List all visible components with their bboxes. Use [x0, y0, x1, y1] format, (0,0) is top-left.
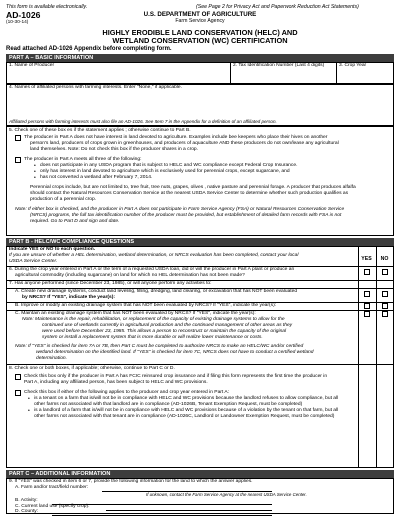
item5-option-a-checkbox[interactable] — [15, 135, 21, 141]
yes-column-header: YES — [361, 256, 372, 262]
item5-option-a-line1: The producer in Part A does not have interest in land devoted to agriculture. Examples include bee keepers who place their hives on another — [24, 135, 328, 140]
form-id: AD-1026 — [6, 10, 41, 20]
item5-option-b-bullet1: does not participate in any USDA program that is subject to HELC and WC compliance except Federal Crop Insurance. — [40, 163, 298, 168]
question7c-note-line4: system or install a replacement system that is more durable or will realize lower maintenance or costs. — [42, 335, 263, 340]
producer-name-label: 1. Name of Producer — [9, 63, 55, 68]
affiliated-persons-label: 4. Names of affiliated persons with farming interests. Enter "None," if applicable. — [9, 85, 183, 90]
agency-name: Farm Service Agency — [175, 18, 225, 24]
question6-line2: agricultural commodity (including sugarcane) on land for which no HEL determination has not been made? — [15, 273, 245, 278]
question7a-line2: by NRCS? If "YES", indicate the year(s): — [22, 295, 115, 300]
crop-year-label: 3. Crop Year — [339, 63, 367, 68]
question8b-bullet1-line1: is a tenant on a farm that is/will not be in compliance with HELC and WC provisions because the landlord refuses to allow compliance, but all — [34, 396, 339, 401]
perennial-crops-line3: production of a perennial crop. — [30, 197, 97, 202]
no-column-header: NO — [380, 256, 389, 262]
question8b-bullet2-line1: is a landlord of a farm that is/will not be in compliance with HELC and WC provisions because of a violation by the tenant on that farm, but all — [34, 408, 339, 413]
question7c-note-line2: continued use of wetlands currently in agricultural production and the continued management of other areas as they — [42, 323, 293, 328]
item5-option-a-line2: person's land, producers of crops grown in greenhouses, and producers of aquaculture AND these producers do not own/lease any agricultural — [30, 141, 339, 146]
question6-line1: 6. During the crop year entered in Part A or the term of a requested USDA loan, did or will the producer in Part A plant or produce an — [9, 267, 295, 272]
bullet-icon: • — [34, 175, 36, 181]
question7-label: 7. Has anyone performed (since December 23, 1985), or will anyone perform any activities to: — [9, 281, 212, 286]
farm-tract-label: A. Farm and/or tract/field number: — [15, 485, 89, 490]
question8b-bullet2-line2: other farms not associated with that tenant are in compliance (AD-1026C, Landlord or Landowner Exemption Request, must be completed) — [34, 414, 335, 419]
question7c-note-line1: Note: Maintenance is the repair, rehabilitation, or replacement of the capacity of existing drainage systems to allow for the — [22, 317, 285, 322]
item5-option-b-bullet2: only has interest in land devoted to agriculture which is exclusively used for perennial crops, except sugarcane, and — [40, 169, 290, 174]
question7c-no-checkbox[interactable] — [382, 311, 388, 317]
item5-option-a-line3: land themselves. Note: Do not check this box if the producer shares in a crop. — [30, 147, 198, 152]
question7c-note-line3: were used before December 23, 1985. This allows a person to reconstruct or maintain the capacity of the original — [42, 329, 287, 334]
question8-label: 8. Check one or both boxes, if applicable; otherwise, continue to Part C or D. — [9, 366, 175, 371]
item5-option-b-intro: The producer in Part A meets all three of the following: — [24, 157, 142, 162]
question7b-label: B. Improve or modify an existing drainage system that has NOT been evaluated by NRCS? If "YES", indicate the year(s): — [15, 303, 277, 308]
question8a-line1: Check this box only if the producer in Part A has FCIC reinsured crop insurance and if filing this form represents the first time the producer in — [24, 374, 328, 379]
question8b-checkbox[interactable] — [15, 390, 21, 396]
part-b-heading: PART B - HELC/WC COMPLIANCE QUESTIONS — [6, 238, 394, 246]
question7a-line1: A. Create new drainage systems, conduct land leveling, filling, dredging, land clearing, or excavation that has NOT been evaluated — [15, 289, 298, 294]
perennial-crops-line2: should contact the Natural Resources Conservation Service at the nearest USDA Service Center to determine whether such production qualifies as — [30, 191, 349, 196]
appendix-instruction: Read attached AD-1026 Appendix before completing form. — [6, 46, 172, 52]
question7a-yes-checkbox[interactable] — [364, 291, 370, 297]
question8a-checkbox[interactable] — [15, 374, 21, 380]
bullet-icon: • — [28, 408, 30, 414]
bullet-icon: • — [34, 163, 36, 169]
form-title-line1: HIGHLY ERODIBLE LAND CONSERVATION (HELC) AND — [102, 28, 298, 37]
question8b-bullet1-line2: other farms not associated with that landlord are in compliance (AD-1026B, Tenant Exemption Request, must be completed) — [34, 402, 303, 407]
item5-option-b-checkbox[interactable] — [15, 157, 21, 163]
part-b-unsure-line1: If you are unsure of whether a HEL determination, wetland determination, or NRCS evaluation has been completed, contact your local — [9, 253, 299, 258]
question7b-yes-checkbox[interactable] — [364, 303, 370, 309]
bullet-icon: • — [28, 396, 30, 402]
tax-id-label: 2. Tax Identification Number (Last 4 digits) — [233, 63, 325, 68]
part-a-note-line3: required. Go to Part D and sign and date. — [30, 219, 120, 224]
form-page — [6, 4, 394, 514]
question7-note-line2: wetland determination on the identified land. If "YES" is checked for item 7C, NRCS does not have to conduct a certified wetland — [36, 350, 314, 355]
county-input[interactable] — [52, 515, 272, 516]
question6-no-checkbox[interactable] — [382, 269, 388, 275]
part-a-heading: PART A – BASIC INFORMATION — [6, 54, 394, 62]
form-title-line2: WETLAND CONSERVATION (WC) CERTIFICATION — [112, 36, 288, 45]
question7-note-line1: Note: If "YES" is checked for item 7A or 7B, then Part C must be completed to authorize NRCS to make an HELC/WC and/or certified — [15, 344, 304, 349]
activity-label: B. Activity: — [15, 498, 38, 503]
question7a-no-checkbox[interactable] — [382, 291, 388, 297]
part-b-unsure-line2: USDA Service Center. — [9, 259, 58, 264]
part-c-heading: PART C – ADDITIONAL INFORMATION — [6, 470, 394, 478]
bullet-icon: • — [34, 169, 36, 175]
question7b-no-checkbox[interactable] — [382, 303, 388, 309]
item5-option-b-bullet3: has not converted a wetland after February 7, 2014. — [40, 175, 153, 180]
form-date: (10-30-14) — [6, 20, 29, 25]
availability-note: This form is available electronically. — [6, 4, 88, 10]
question6-yes-checkbox[interactable] — [364, 269, 370, 275]
question7c-line1: C. Maintain an existing drainage system that has NOT been evaluated by NRCS? If "YES", indicate the year(s): — [15, 311, 256, 316]
affiliated-persons-note: Affiliated persons with farming interests must also file an AD-1026. See Item 7 in the Appendix for a definition of an affiliated person. — [9, 119, 277, 124]
part-b-indicate: Indicate YES or NO to each question. — [9, 247, 96, 252]
current-land-use-input[interactable] — [106, 510, 272, 511]
privacy-note: (See Page 2 for Privacy Act and Paperwork Reduction Act Statements) — [196, 4, 359, 10]
part-a-note-line2: (NRCS) programs, the full tax identification number of the producer must be provided, but establishment of detailed farm records with FSA is not — [30, 213, 342, 218]
part-a-note-line1: Note: If either box is checked, and the producer in Part A does not participate in Farm Service Agency (FSA) or Natural Resources Conservation Service — [15, 207, 345, 212]
question9-label: 9. If "YES" was checked in item 6 or 7, provide the following information for the land to which the answer applies. — [9, 479, 253, 484]
question8b-intro: Check this box if either of the following applies to the producer and crop year entered in Part A: — [24, 390, 229, 395]
question7c-yes-checkbox[interactable] — [364, 311, 370, 317]
perennial-crops-line1: Perennial crops include, but are not limited to, tree fruit, tree nuts, grapes, olives , native pasture and perennial forage. A producer that produces alfalfa — [30, 185, 356, 190]
item5-label: 5. Check one of these box es if the statement applies ; otherwise continue to Part B. — [9, 128, 191, 133]
question8a-line2: Part A, including any affiliated person, has been subject to HELC and WC provisions. — [24, 380, 208, 385]
county-label: D. County: — [15, 509, 39, 514]
department-name: U.S. DEPARTMENT OF AGRICULTURE — [143, 11, 257, 18]
question7-note-line3: determination. — [36, 356, 67, 361]
current-land-use-label: C. Current land use (specify crop): — [15, 504, 90, 509]
farm-tract-unknown-note: If unknown, contact the Farm Service Agency at the nearest USDA Service Center. — [146, 492, 307, 497]
